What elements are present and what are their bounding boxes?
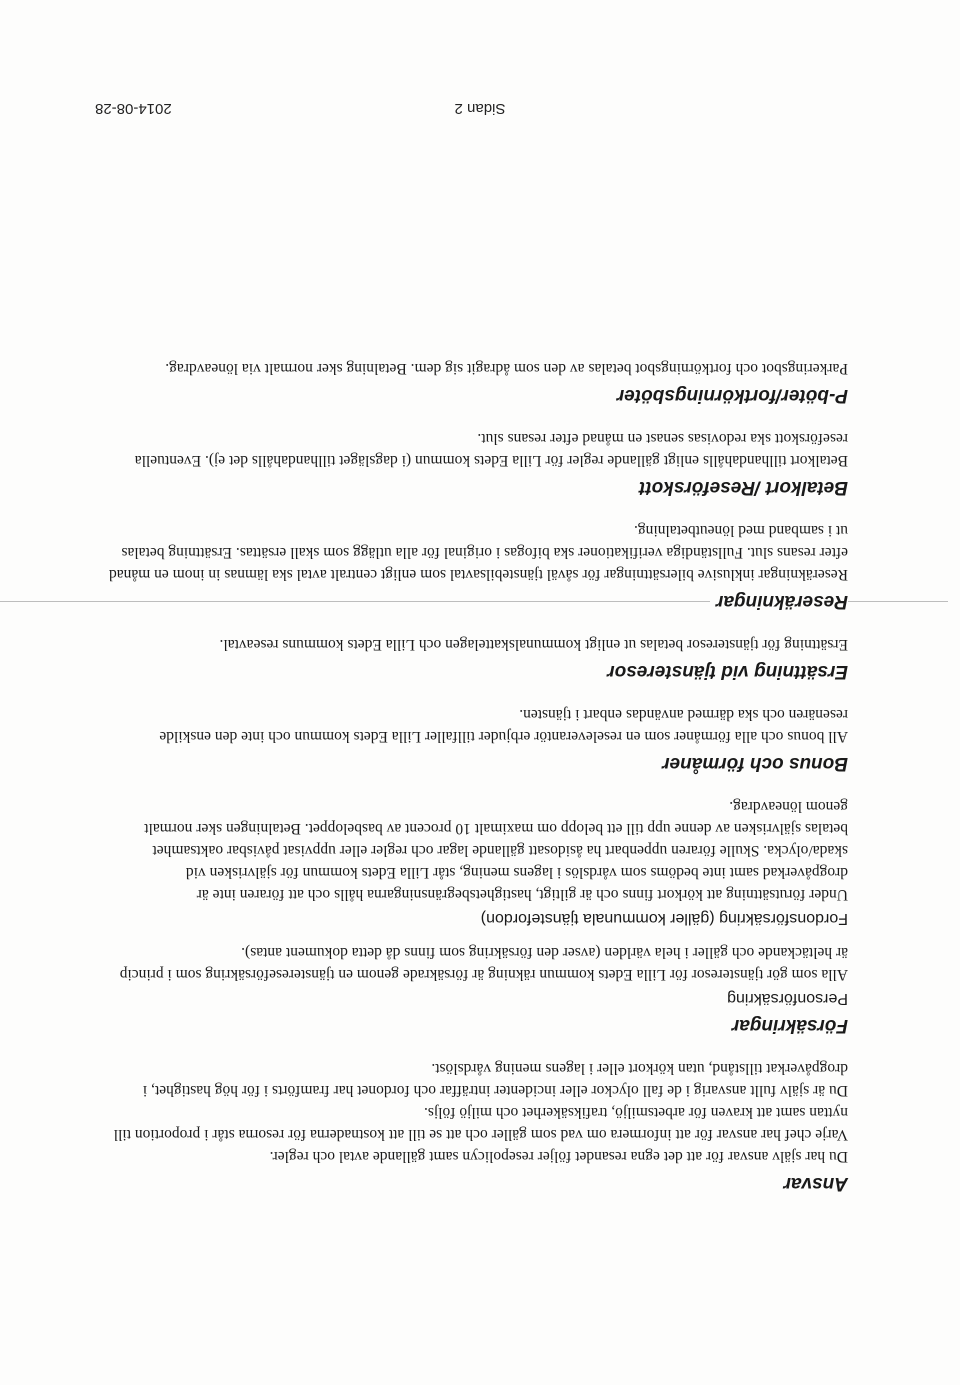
- section-betalkort: [108, 427, 848, 499]
- paragraph: Varje chef har ansvar för att informera om vad som gäller och att se till att kostnaderna för resorna står i proportion till nyttan samt att kraven för arbetsmiljö, trafiksäkerhet och miljö följs.: [113, 1104, 848, 1143]
- section-ersattning: [108, 633, 848, 683]
- paragraph: Du är själv fullt ansvarig i de fall olyckor eller incidenter inträffar och fordonet har framförts i för hög hastighet, i drogpåverkat tillstånd, utan körkort eller i lagens mening vårdslöst.: [142, 1060, 848, 1099]
- paragraph: Parkeringsbot och fortkörningsbot betalas av den som ådragit sig dem. Betalning sker normalt via löneavdrag.: [165, 360, 848, 377]
- heading-pboter: P-böter/fortkörningsböter: [616, 385, 848, 406]
- document-date: 2014-08-28: [95, 100, 172, 117]
- document-body: [108, 337, 848, 1195]
- subsection-fordonsforsakring: [108, 795, 848, 929]
- paragraph: Under förutsättning att körkort finns och är giltigt, hastighetsbegränsningarna hålls och att föraren inte är drogpåverkad samt inte bedöms som vårdslös i lagens mening, står Lilla Edets kommun för självrisken vid skada/olycka. Skulle föraren uppenbart ha åsidosatt gällande lagar och regler eller uppvisat påvisbar oaktsamhet betalas självrisken av denne upp till ett belopp om maximalt 10 procent av basbeloppet. Betalningen sker normalt genom löneavdrag.: [144, 798, 848, 903]
- subsection-personforsakring: [108, 941, 848, 1009]
- subheading-personforsakring: Personförsäkring: [727, 990, 848, 1007]
- subheading-fordonsforsakring: Fordonsförsäkring (gäller kommunala tjänstefordon): [480, 910, 848, 927]
- heading-bonus: Bonus och förmåner: [662, 753, 848, 774]
- section-pboter: [108, 357, 848, 407]
- paragraph: All bonus och alla förmåner som en reseleverantör erbjuder tillfaller Lilla Edets kommun och inte den enskilde resenären och ska därmed användas enbart i tjänsten.: [159, 706, 848, 745]
- paragraph: Reseräkningar inklusive bilersättningar för såväl tjänstebilsavtal som enligt centralt avtal ska lämnas in inom en månad efter resans slut. Fullständiga verifikationer ska bifogas i original för alla utlägg som skall ersättas. Ersättning betalas ut i samband med löneutbetalning.: [108, 522, 848, 583]
- paragraph: Ersättning för tjänsteresor betalas ut enligt kommunalskattelagen och Lilla Edets kommuns reseavtal.: [219, 636, 848, 653]
- heading-betalkort: Betalkort /Reseförskott: [638, 477, 848, 498]
- paragraph: Du har själv ansvar för att det egna resandet följer resepolicyn samt gällande avtal och regler.: [269, 1148, 848, 1165]
- section-forsakringar: [108, 795, 848, 1037]
- section-ansvar: [108, 1057, 848, 1195]
- heading-ersattning: Ersättning vid tjänsteresor: [607, 661, 848, 682]
- heading-forsakringar: Försäkringar: [731, 1015, 848, 1036]
- section-bonus: [108, 703, 848, 775]
- paragraph: Betalkort tillhandahålls enligt gällande regler för Lilla Edets kommun (i dagsläget tillhandahålls det ej). Eventuella reseförskott ska redovisas senast en månad efter resans slut.: [134, 430, 848, 469]
- section-reserakningar: [108, 519, 848, 613]
- heading-ansvar: Ansvar: [783, 1173, 848, 1194]
- paragraph: Alla som gör tjänsteresor för Lilla Edets kommun räkning är försäkrade genom en tjänstereseförsäkring som i princip är heltäckande och gäller i hela världen (avser den försäkring som finns då detta dokument antas).: [119, 944, 848, 983]
- heading-reserakningar: Reseräkningar: [710, 589, 848, 613]
- page-number: Sidan 2: [454, 100, 506, 117]
